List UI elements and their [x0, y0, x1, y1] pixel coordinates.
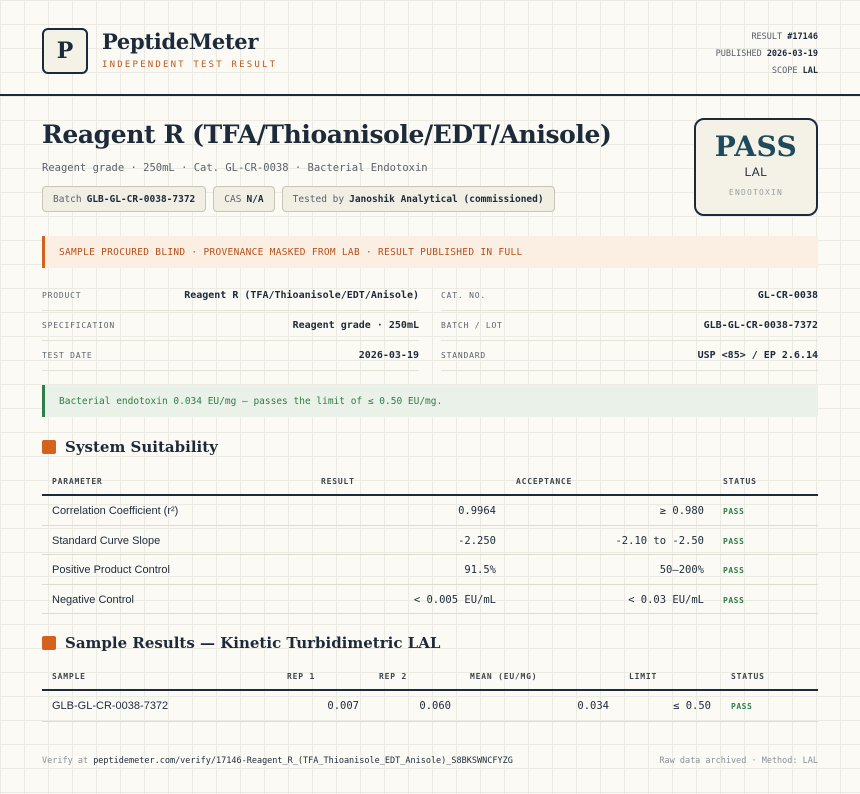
header-sample: SAMPLE — [52, 672, 86, 681]
verdict-method: LAL — [744, 165, 768, 179]
table-row: Positive Product Control 91.5% 50–200% PASS — [42, 555, 818, 585]
table-header — [42, 466, 818, 496]
date-label: TEST DATE — [42, 351, 93, 360]
brand-name: PeptideMeter — [102, 29, 259, 54]
header-acceptance: ACCEPTANCE — [516, 477, 573, 486]
section-marker — [42, 636, 56, 650]
batch-chip: Batch GLB-GL-CR-0038-7372 — [42, 186, 206, 212]
product-chips — [42, 186, 555, 212]
product-label: PRODUCT — [42, 291, 82, 300]
header-status: STATUS — [723, 477, 757, 486]
product-title: Reagent R (TFA/Thioanisole/EDT/Anisole) — [42, 120, 612, 149]
samples-section-title: Sample Results — Kinetic Turbidimetric LAL — [42, 634, 440, 652]
brand-tagline: INDEPENDENT TEST RESULT — [102, 60, 278, 70]
result-note: Bacterial endotoxin 0.034 EU/mg — passes the limit of ≤ 0.50 EU/mg. — [42, 385, 818, 417]
header-rep1: REP 1 — [287, 672, 316, 681]
report-footer — [42, 756, 818, 766]
cat-value: GL-CR-0038 — [757, 290, 818, 301]
procurement-banner: SAMPLE PROCURED BLIND · PROVENANCE MASKED FROM LAB · RESULT PUBLISHED IN FULL — [42, 236, 818, 268]
date-value: 2026-03-19 — [358, 350, 419, 361]
table-row: GLB-GL-CR-0038-7372 0.007 0.060 0.034 ≤ 0.50 PASS — [42, 691, 818, 722]
meta-published: PUBLISHED 2026-03-19 — [715, 49, 818, 59]
product-subtitle: Reagent grade · 250mL · Cat. GL-CR-0038 · Bacterial Endotoxin — [42, 162, 428, 174]
verdict-category: ENDOTOXIN — [728, 188, 784, 197]
samples-table — [42, 661, 818, 722]
header-result: RESULT — [321, 477, 355, 486]
header-limit: LIMIT — [629, 672, 658, 681]
header-status: STATUS — [731, 672, 765, 681]
status-badge: PASS — [723, 595, 745, 605]
verify-line: Verify at peptidemeter.com/verify/17146-Reagent_R_(TFA_Thioanisole_EDT_Anisole)_S8BKSWNCFYZG — [42, 756, 513, 766]
standard-label: STANDARD — [441, 351, 486, 360]
table-header — [42, 661, 818, 691]
header-mean: MEAN (EU/MG) — [470, 672, 538, 681]
info-row — [42, 311, 818, 341]
batch-value: GLB-GL-CR-0038-7372 — [703, 320, 818, 331]
brand-logo: P — [42, 28, 88, 74]
result-meta — [716, 29, 818, 80]
status-badge: PASS — [723, 536, 745, 546]
product-value: Reagent R (TFA/Thioanisole/EDT/Anisole) — [184, 290, 419, 301]
suitability-section-title: System Suitability — [42, 438, 218, 456]
status-badge: PASS — [731, 702, 753, 711]
status-badge: PASS — [723, 507, 745, 516]
tested-by-chip: Tested by Janoshik Analytical (commissioned) — [282, 186, 555, 212]
standard-value: USP <85> / EP 2.6.14 — [697, 350, 818, 361]
table-row: Standard Curve Slope -2.250 -2.10 to -2.50 PASS — [42, 526, 818, 556]
cat-label: CAT. NO. — [441, 291, 486, 300]
info-row — [42, 281, 818, 311]
header-rep2: REP 2 — [379, 672, 408, 681]
info-row — [42, 341, 818, 371]
status-badge: PASS — [723, 566, 745, 575]
suitability-table — [42, 466, 818, 614]
verdict-badge — [694, 118, 818, 216]
meta-result: RESULT #17146 — [751, 32, 818, 42]
footer-right: Raw data archived · Method: LAL — [659, 756, 818, 766]
verify-link[interactable]: peptidemeter.com/verify/17146-Reagent_R_(TFA_Thioanisole_EDT_Anisole)_S8BKSWNCFYZG — [93, 756, 513, 766]
table-row: Negative Control < 0.005 EU/mL < 0.03 EU/mL PASS — [42, 585, 818, 615]
meta-scope: SCOPE LAL — [771, 66, 818, 76]
report-header — [0, 0, 860, 96]
table-row: Correlation Coefficient (r²) 0.9964 ≥ 0.980 PASS — [42, 496, 818, 526]
header-parameter: PARAMETER — [52, 477, 103, 486]
spec-label: SPECIFICATION — [42, 321, 116, 330]
cas-chip: CAS N/A — [213, 186, 274, 212]
spec-value: Reagent grade · 250mL — [292, 320, 419, 331]
batch-label: BATCH / LOT — [441, 321, 503, 330]
verdict-word: PASS — [714, 130, 798, 163]
section-marker — [42, 440, 56, 454]
